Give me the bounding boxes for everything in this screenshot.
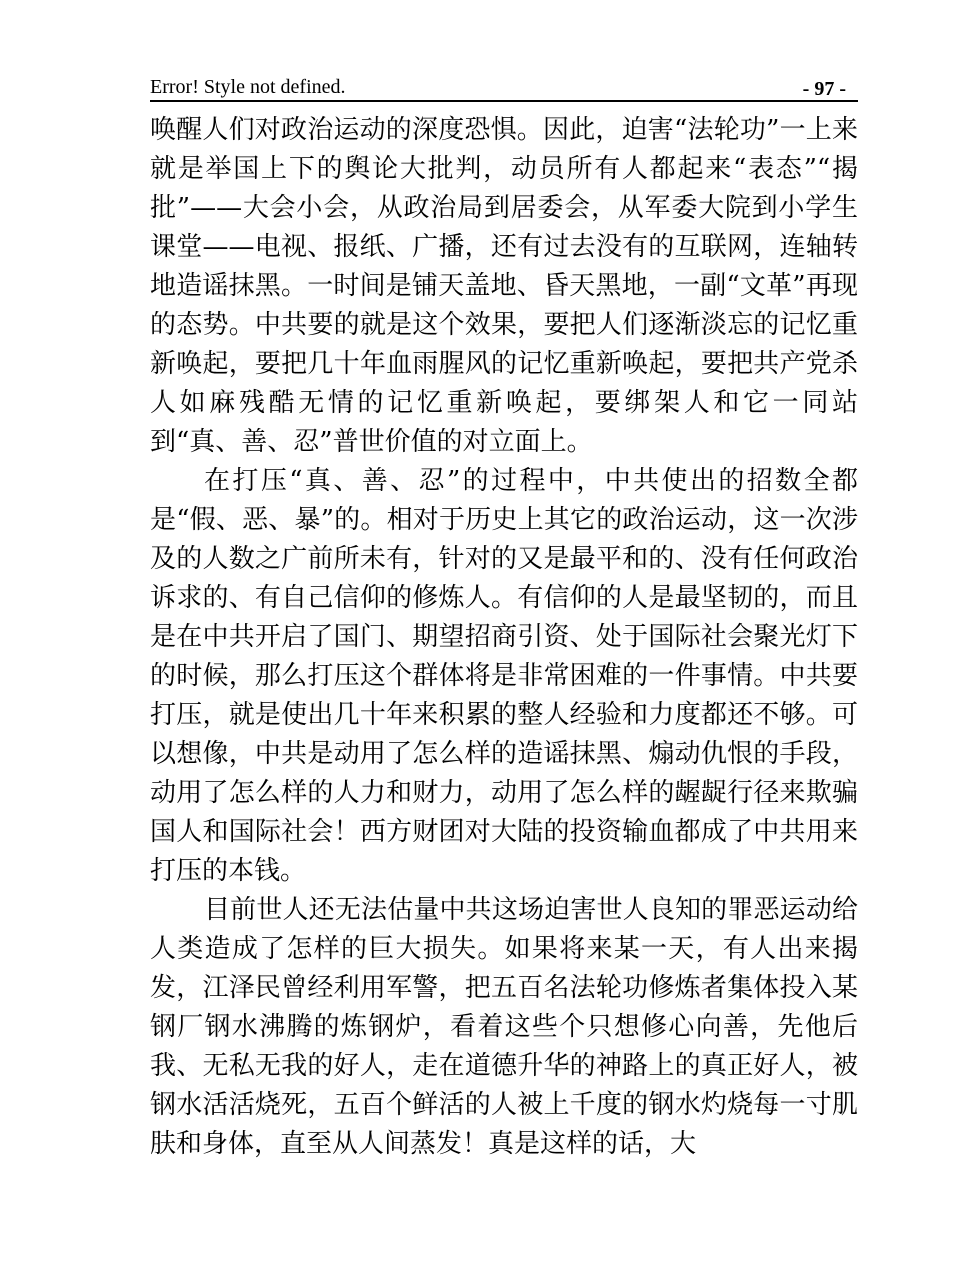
header-title: Error! Style not defined. <box>150 76 346 98</box>
paragraph-continued: 唤醒人们对政治运动的深度恐惧。因此，迫害“法轮功”一上来就是举国上下的舆论大批判，动员所有人都起来“表态”“揭批”——大会小会，从政治局到居委会，从军委大院到小学生课堂——电视、报纸、广播，还有过去没有的互联网，连轴转地造谣抹黑。一时间是铺天盖地、昏天黑地，一副“文革”再现的态势。中共要的就是这个效果，要把人们逐渐淡忘的记忆重新唤起，要把几十年血雨腥风的记忆重新唤起，要把共产党杀人如麻残酷无情的记忆重新唤起，要绑架人和它一同站到“真、善、忍”普世价值的对立面上。 <box>150 115 858 457</box>
paragraph: 在打压“真、善、忍”的过程中，中共使出的招数全都是“假、恶、暴”的。相对于历史上其它的政治运动，这一次涉及的人数之广前所未有，针对的又是最平和的、没有任何政治诉求的、有自己信仰的修炼人。有信仰的人是最坚韧的，而且是在中共开启了国门、期望招商引资、处于国际社会聚光灯下的时候，那么打压这个群体将是非常困难的一件事情。中共要打压，就是使出几十年来积累的整人经验和力度都还不够。可以想像，中共是动用了怎么样的造谣抹黑、煽动仇恨的手段，动用了怎么样的人力和财力，动用了怎么样的龌龊行径来欺骗国人和国际社会！西方财团对大陆的投资输血都成了中共用来打压的本钱。 <box>150 466 858 886</box>
running-header <box>150 70 858 102</box>
body-text <box>150 111 858 1164</box>
paragraph: 目前世人还无法估量中共这场迫害世人良知的罪恶运动给人类造成了怎样的巨大损失。如果将来某一天，有人出来揭发，江泽民曾经利用军警，把五百名法轮功修炼者集体投入某钢厂钢水沸腾的炼钢炉，看着这些个只想修心向善，先他后我、无私无我的好人，走在道德升华的神路上的真正好人，被钢水活活烧死，五百个鲜活的人被上千度的钢水灼烧每一寸肌肤和身体，直至从人间蒸发！真是这样的话，大 <box>150 895 858 1159</box>
document-page <box>150 70 858 1164</box>
page-number: - 97 - <box>802 78 846 100</box>
